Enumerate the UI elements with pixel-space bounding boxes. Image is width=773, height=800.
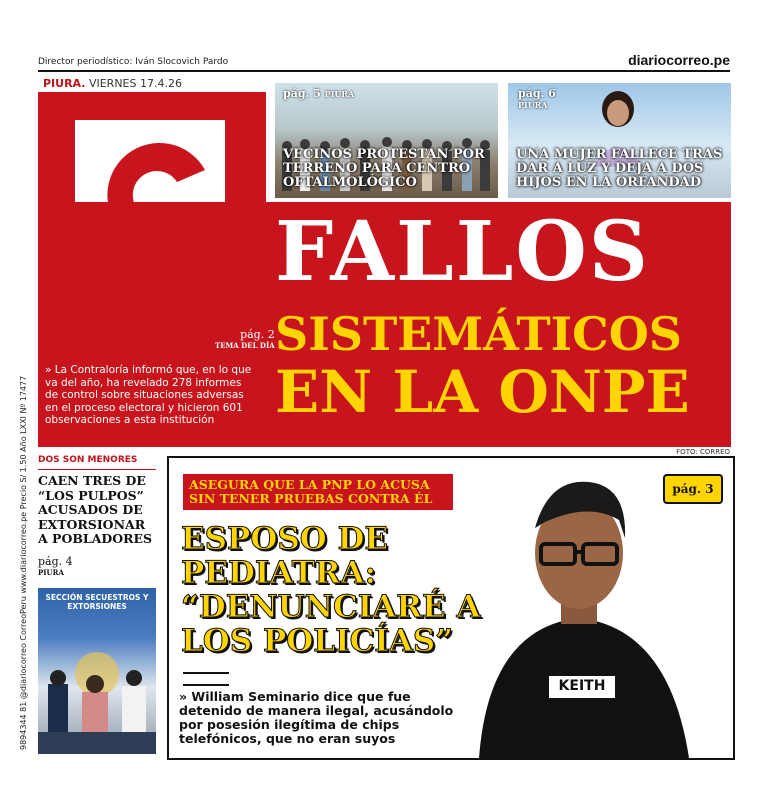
- teaser-2-section: PIURA: [518, 100, 548, 110]
- second-story-lead: » William Seminario dice que fue detenido de manera ilegal, acusándolo por posesión ilegítima de chips telefónicos, que no eran suyos: [179, 689, 454, 746]
- main-story-lead: » La Contraloría informó que, en lo que va del año, ha revelado 278 informes de control sobre situaciones adversas en el proceso electoral y hicieron 601 observaciones a esta institución: [45, 364, 252, 426]
- teaser-photo-protest[interactable]: [275, 83, 498, 198]
- main-headline-line2[interactable]: SISTEMÁTICOS: [275, 307, 682, 361]
- main-story-page: pág. 2: [240, 328, 275, 341]
- dateline-city: PIURA.: [43, 77, 86, 90]
- side-story-section: PIURA: [38, 568, 64, 577]
- side-story-divider: [38, 469, 156, 470]
- teaser-1-page: [283, 87, 354, 100]
- shirt-text: KEITH: [558, 678, 606, 694]
- director-credit: Director periodístico: Iván Slocovich Pardo: [38, 57, 229, 67]
- top-divider: [38, 70, 730, 72]
- side-photo-banner: SECCIÓN SECUESTROS Y EXTORSIONES: [45, 593, 149, 611]
- side-story-headline[interactable]: CAEN TRES DE “LOS PULPOS” ACUSADOS DE EXTORSIONAR A POBLADORES: [38, 473, 153, 546]
- second-story-page[interactable]: pág. 3: [663, 474, 723, 504]
- second-story-headline[interactable]: ESPOSO DE PEDIATRA: “DENUNCIARÉ A LOS POLICÍAS”: [181, 521, 481, 659]
- photo-credit: FOTO: CORREO: [676, 448, 730, 456]
- second-story-box[interactable]: [167, 456, 735, 760]
- decorative-lines: [183, 672, 229, 686]
- man-portrait-icon: [459, 458, 699, 758]
- teaser-2-page: [518, 87, 556, 110]
- teaser-photo-woman[interactable]: [508, 83, 731, 198]
- dateline: [43, 77, 182, 90]
- teaser-1-section: PIURA: [324, 89, 355, 99]
- site-url[interactable]: diariocorreo.pe: [628, 52, 730, 68]
- main-headline-line1[interactable]: FALLOS: [275, 204, 650, 300]
- teaser-2-headline[interactable]: UNA MUJER FALLECE TRAS DAR A LUZ Y DEJA A DOS HIJOS EN LA ORFANDAD: [516, 147, 723, 190]
- side-story-kicker: DOS SON MENORES: [38, 455, 138, 465]
- second-story-kicker: ASEGURA QUE LA PNP LO ACUSA SIN TENER PRUEBAS CONTRA ÉL: [189, 477, 433, 506]
- side-story-photo[interactable]: [38, 588, 156, 754]
- main-headline-line3[interactable]: EN LA ONPE: [275, 358, 690, 426]
- detainees-icon: [38, 644, 156, 754]
- vertical-info-text: 9894344 81 @diariocorreo CorreoPeru www.diariocorreo.pe Precio S/ 1.50 Año LXXI Nº 17477: [19, 375, 28, 750]
- main-story-section: TEMA DEL DÍA: [215, 341, 275, 350]
- teaser-2-page-number: pág. 6: [518, 87, 556, 100]
- vertical-info-strip: [10, 80, 32, 750]
- side-story-page-ref: [38, 555, 73, 577]
- teaser-1-headline[interactable]: VECINOS PROTESTAN POR TERRENO PARA CENTRO OFTALMOLÓGICO: [283, 147, 485, 190]
- main-story-page-ref: [215, 328, 275, 350]
- teaser-1-page-number: pág. 5: [283, 87, 321, 100]
- side-story[interactable]: [38, 455, 156, 755]
- dateline-date: VIERNES 17.4.26: [88, 77, 182, 90]
- side-story-page: pág. 4: [38, 555, 73, 568]
